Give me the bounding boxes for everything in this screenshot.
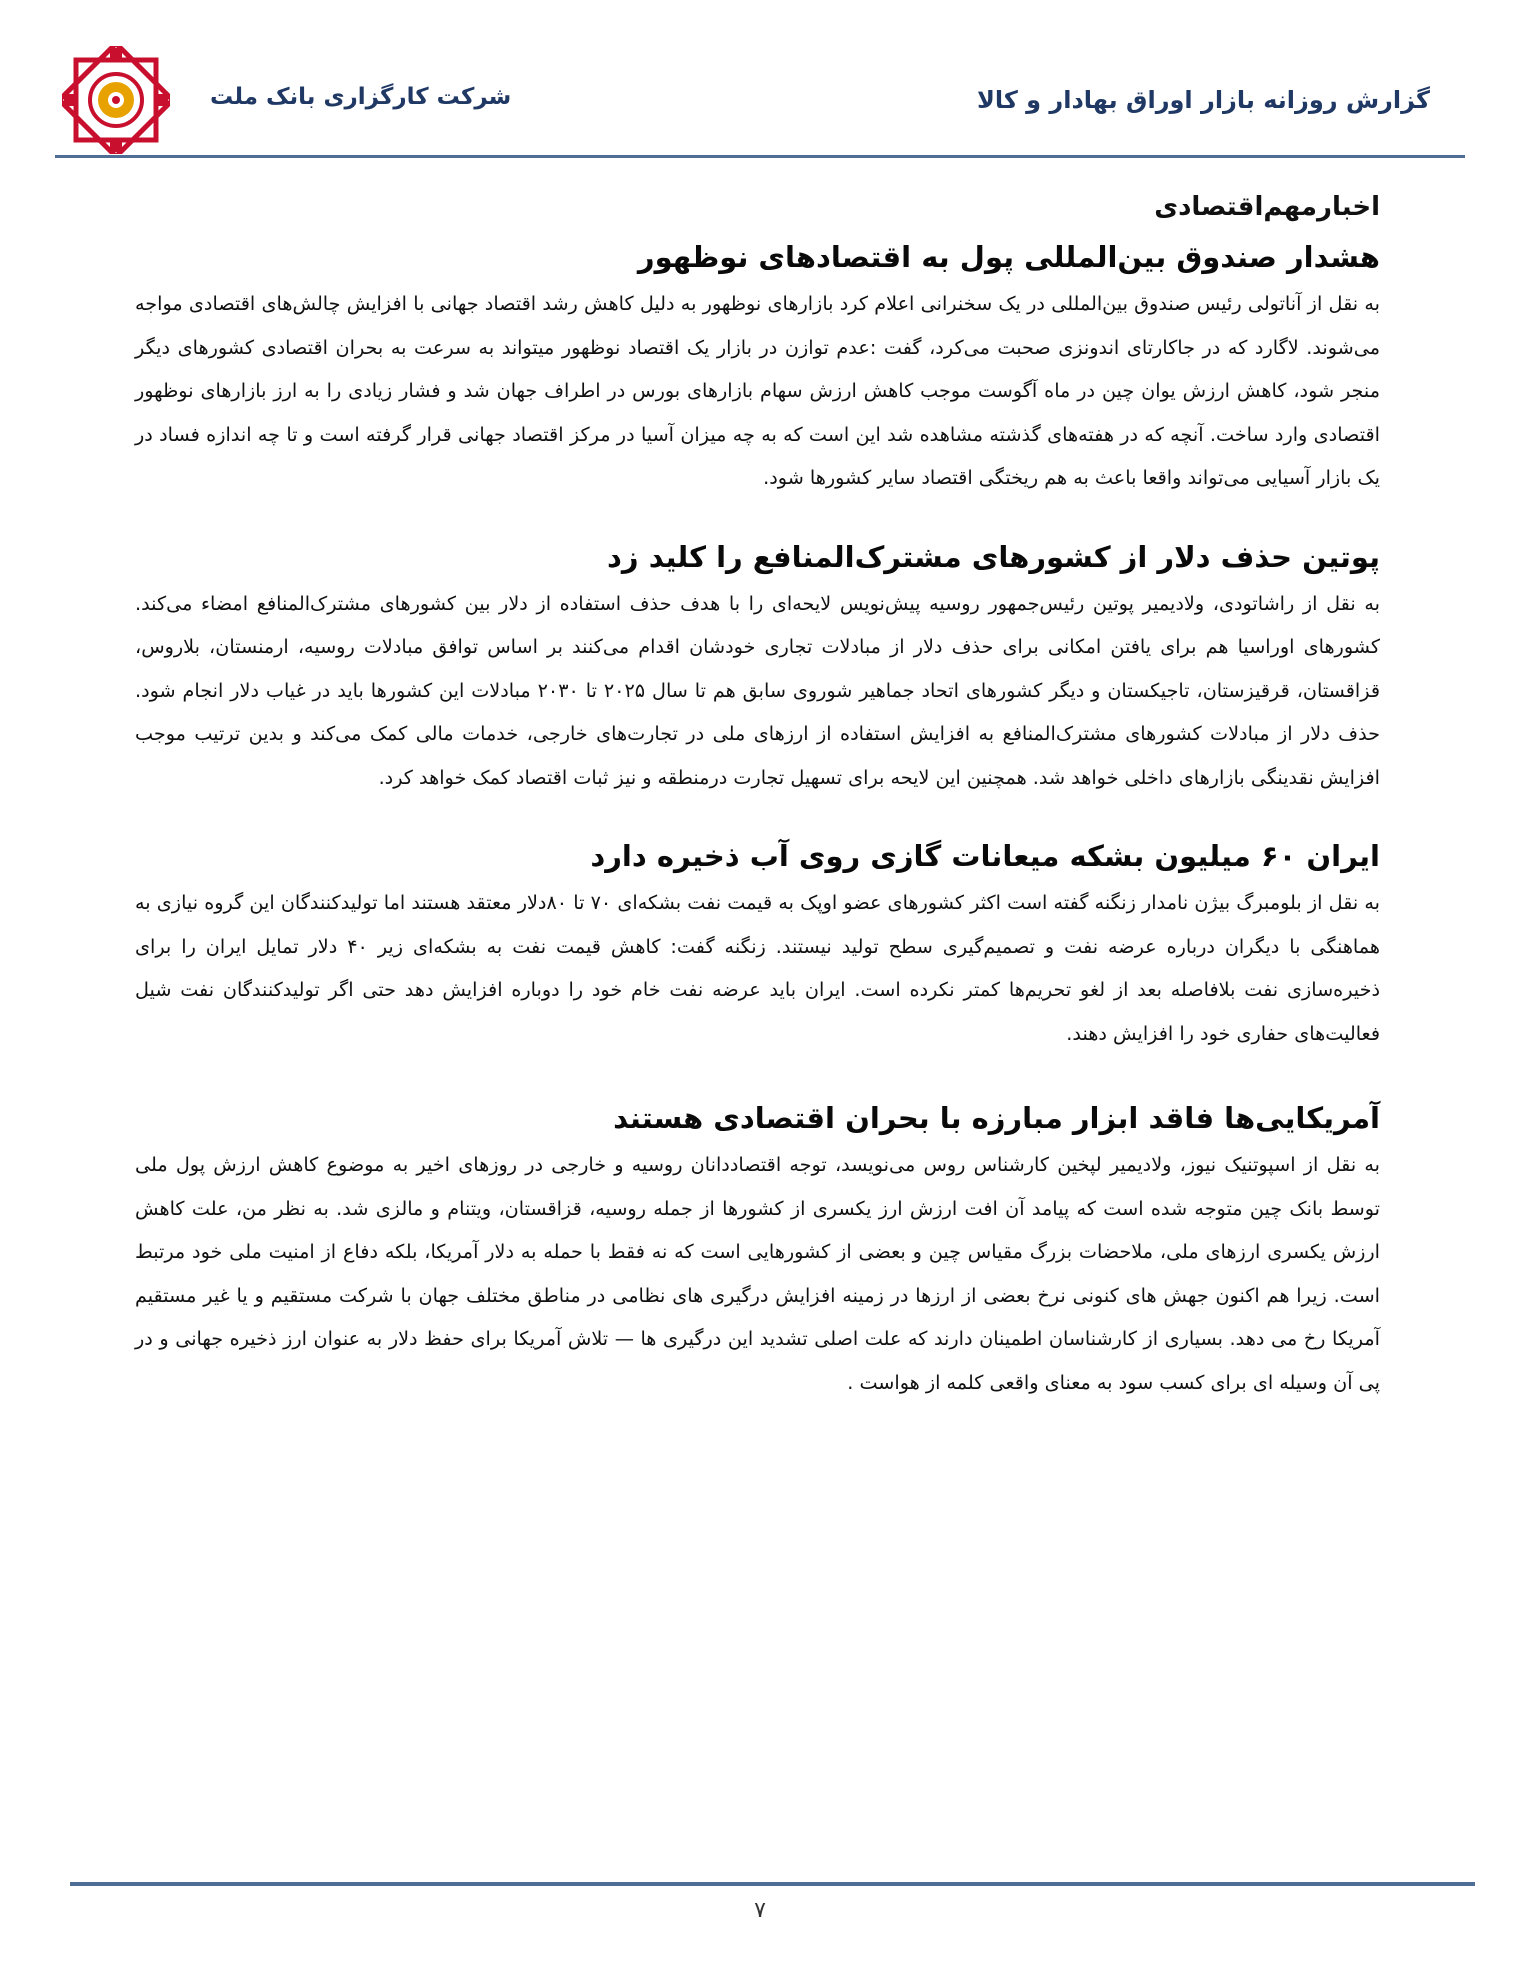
article <box>135 1095 1380 1404</box>
article <box>135 534 1380 800</box>
article <box>135 833 1380 1055</box>
header-divider <box>55 155 1465 158</box>
article-body: به نقل از اسپوتنیک نیوز، ولادیمیر لپخین کارشناس روس می‌نویسد، توجه اقتصاددانان روسیه و خارجی در روزهای اخیر به موضوع کاهش ارزش پول ملی توسط بانک چین متوجه شده است که پیامد آن افت ارزش ارز یکسری از کشورها از جمله روسیه، قزاقستان، ویتنام و مالزی شد. به نظر من، علت کاهش ارزش یکسری ارزهای ملی، ملاحضات بزرگ مقیاس چین و بعضی از کشورهایی است که نه فقط با حمله به دلار آمریکا، بلکه دفاع از امنیت ملی خود مرتبط است. زیرا هم اکنون جهش های کنونی نرخ بعضی از ارزها در زمینه افزایش درگیری های نظامی در مناطق مختلف جهان با شرکت مستقیم و یا غیر مستقیم آمریکا رخ می دهد. بسیاری از کارشناسان اطمینان دارند که علت اصلی تشدید این درگیری ها — تلاش آمریکا برای حفظ دلار به عنوان ارز ذخیره جهانی و در پی آن وسیله ای برای کسب سود به معنای واقعی کلمه از هواست . <box>135 1153 1380 1394</box>
article <box>135 234 1380 500</box>
report-title: گزارش روزانه بازار اوراق بهادار و کالا <box>976 86 1430 114</box>
article-headline: ایران ۶۰ میلیون بشکه میعانات گازی روی آب ذخیره دارد <box>590 839 1380 873</box>
article-body: به نقل از آناتولی رئیس صندوق بین‌المللی در یک سخنرانی اعلام کرد بازارهای نوظهور به دلیل کاهش رشد اقتصاد جهانی با افزایش چالش‌های اقتصادی مواجه می‌شوند. لاگارد که در جاکارتای اندونزی صحبت می‌کرد، گفت :عدم توازن در بازار یک اقتصاد نوظهور میتواند به سرعت به بحران اقتصادی کشورهای دیگر منجر شود، کاهش ارزش یوان چین در ماه آگوست موجب کاهش ارزش سهام بازارهای بورس در اطراف جهان شد و فشار زیادی را به ارز بازارهای نوظهور اقتصادی وارد ساخت. آنچه که در هفته‌های گذشته مشاهده شد این است که به چه میزان آسیا در مرکز اقتصاد جهانی قرار گرفته است و تا چه اندازه فساد در یک بازار آسیایی می‌تواند واقعا باعث به هم ریختگی اقتصاد سایر کشورها شود. <box>135 292 1380 489</box>
article-headline: هشدار صندوق بین‌المللی پول به اقتصادهای نوظهور <box>637 240 1380 274</box>
section-label: اخبارمهم‌اقتصادی <box>1154 192 1380 222</box>
company-name: شرکت کارگزاری بانک ملت <box>210 84 512 110</box>
page-number: ۷ <box>754 1898 766 1923</box>
news-content <box>135 186 1380 1404</box>
footer-divider <box>70 1882 1475 1886</box>
article-body: به نقل از راشاتودی، ولادیمیر پوتین رئیس‌جمهور روسیه پیش‌نویس لایحه‌ای را با هدف حذف استفاده از دلار بین کشورهای مشترک‌المنافع امضاء می‌کند. کشورهای اوراسیا هم برای یافتن امکانی برای حذف دلار از مبادلات تجاری خودشان اقدام می‌کنند بر اساس توافق مبادلات روسیه، ارمنستان، بلاروس، قزاقستان، قرقیزستان، تاجیکستان و دیگر کشورهای اتحاد جماهیر شوروی سابق هم تا سال ۲۰۲۵ تا ۲۰۳۰ مبادلات این کشورها باید در غیاب دلار انجام شود. حذف دلار از مبادلات کشورهای مشترک‌المنافع به افزایش استفاده از ارزهای ملی در تجارت‌های خارجی، خدمات مالی کمک می‌کند و بدین ترتیب موجب افزایش نقدینگی بازارهای داخلی خواهد شد. همچنین این لایحه برای تسهیل تجارت درمنطقه و نیز ثبات اقتصاد کمک خواهد کرد. <box>135 591 1381 789</box>
bank-mellat-logo <box>62 46 170 154</box>
article-body: به نقل از بلومبرگ بیژن نامدار زنگنه گفته است اکثر کشورهای عضو اوپک به قیمت نفت بشکه‌ای ۷۰ تا ۸۰دلار معتقد هستند اما تولیدکنندگان این گروه نیازی به هماهنگی با دیگران درباره عرضه نفت و تصمیم‌گیری سطح تولید نیستند. زنگنه گفت: کاهش قیمت نفت به بشکه‌ای زیر ۴۰ دلار تمایل ایران را برای ذخیره‌سازی نفت بلافاصله بعد از لغو تحریم‌ها کمتر نکرده است. ایران باید عرضه نفت خام خود را دوباره افزایش دهد حتی اگر تولیدکنندگان نفت شیل فعالیت‌های حفاری خود را افزایش دهند. <box>135 891 1381 1045</box>
article-headline: پوتین حذف دلار از کشورهای مشترک‌المنافع را کلید زد <box>607 539 1380 574</box>
article-headline: آمریکایی‌ها فاقد ابزار مبارزه با بحران اقتصادی هستند <box>613 1101 1380 1135</box>
